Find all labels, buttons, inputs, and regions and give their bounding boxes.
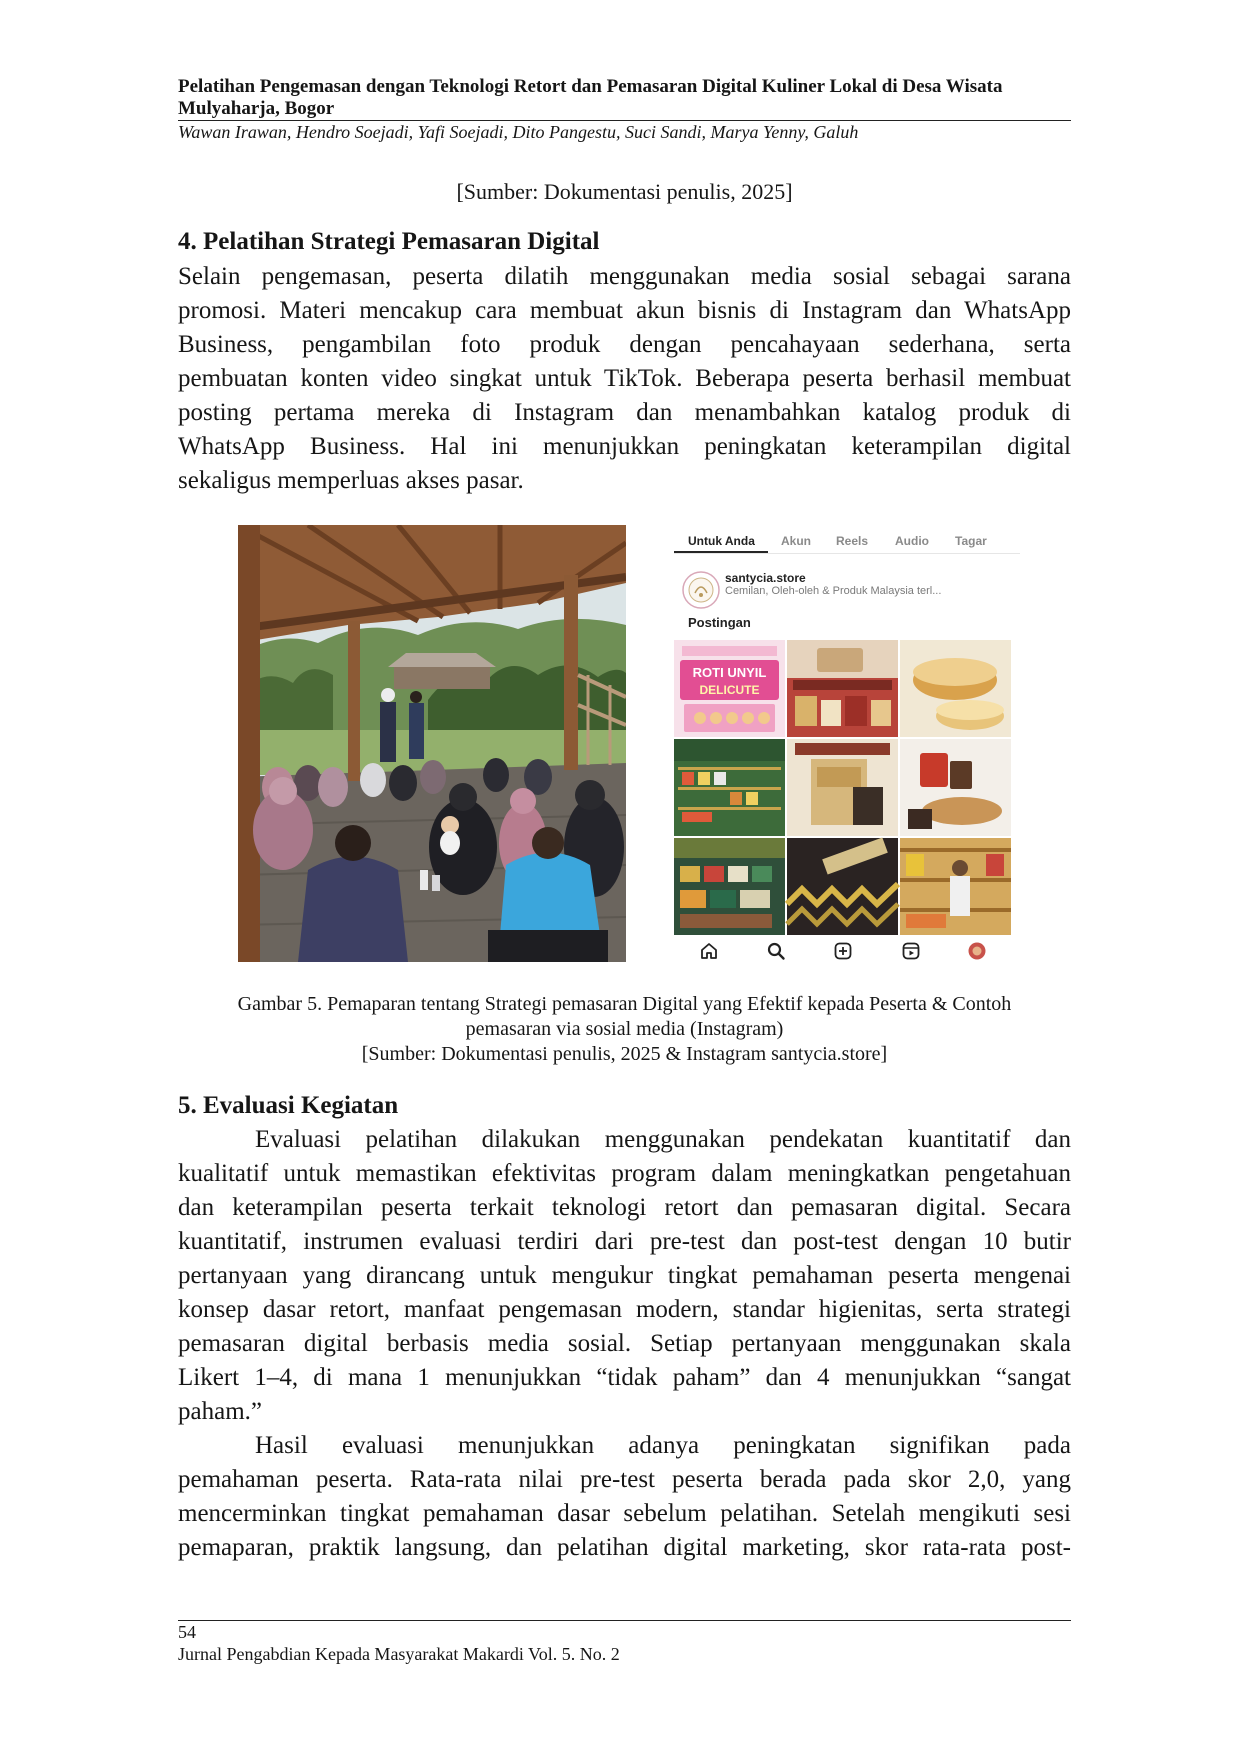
account-name: santycia.store <box>725 571 806 585</box>
presenter-head <box>381 688 395 702</box>
profile-icon <box>967 941 987 961</box>
participant <box>360 763 386 797</box>
floor-item <box>432 875 440 891</box>
header-title-line-1: Pelatihan Pengemasan dengan Teknologi Retort dan Pemasaran Digital Kuliner Lokal di Desa Wisata <box>178 76 1003 97</box>
paragraph-line: posting pertama mereka di Instagram dan menambahkan katalog produk di <box>178 399 1071 426</box>
post-thumbnail <box>674 640 785 737</box>
footer-rule <box>178 1620 1071 1621</box>
account-avatar <box>682 571 720 609</box>
posts-label: Postingan <box>688 615 751 630</box>
person-body <box>409 703 424 759</box>
participant-man-right-head <box>532 827 564 859</box>
post-thumbnail <box>787 739 898 836</box>
running-header-authors: Wawan Irawan, Hendro Soejadi, Yafi Soejadi, Dito Pangestu, Suci Sandi, Marya Yenny, Galuh <box>178 122 859 142</box>
tab-divider <box>674 553 1020 554</box>
paragraph-line: Selain pengemasan, peserta dilatih menggunakan media sosial sebagai sarana <box>178 263 1071 290</box>
running-header-title <box>178 76 1071 120</box>
paragraph-line: dan keterampilan peserta terkait teknologi retort dan pemasaran digital. Secara <box>178 1194 1071 1221</box>
baby-body <box>440 831 460 855</box>
caption-line-1: Gambar 5. Pemaparan tentang Strategi pemasaran Digital yang Efektif kepada Peserta & Contoh <box>237 993 1012 1015</box>
paragraph-line: Business, pengambilan foto produk dengan pencahayaan sederhana, serta <box>178 331 1071 358</box>
tab-untuk-anda: Untuk Anda <box>688 534 755 548</box>
participant <box>420 760 446 794</box>
paragraph-line: paham.” <box>178 1398 262 1425</box>
paragraph-line: pembuatan konten video singkat untuk TikTok. Beberapa peserta berhasil membuat <box>178 365 1071 392</box>
previous-figure-source: [Sumber: Dokumentasi penulis, 2025] <box>456 179 793 204</box>
active-tab-underline <box>674 551 768 553</box>
post-title: ROTI UNYIL <box>692 665 767 680</box>
post-grid <box>674 640 1011 936</box>
account-bio: Cemilan, Oleh-oleh & Produk Malaysia terl... <box>725 585 942 597</box>
paragraph-line: kuantitatif, instrumen evaluasi terdiri dari pre-test dan post-test dengan 10 butir <box>178 1228 1071 1255</box>
caption-source: [Sumber: Dokumentasi penulis, 2025 & Instagram santycia.store] <box>361 1043 888 1065</box>
header-title-line-2: Mulyaharja, Bogor <box>178 98 335 119</box>
post-thumbnail <box>900 739 1011 836</box>
figure5-caption <box>178 992 1071 1067</box>
participant-hijab <box>269 777 297 805</box>
tab-reels: Reels <box>836 534 869 548</box>
paragraph-line: promosi. Materi mencakup cara membuat akun bisnis di Instagram dan WhatsApp <box>178 297 1071 324</box>
paragraph-line: konsep dasar retort, manfaat pengemasan modern, standar higienitas, serta strategi <box>178 1296 1071 1323</box>
participant-man-right <box>500 853 600 936</box>
paragraph-line: Evaluasi pelatihan dilakukan menggunakan pendekatan kuantitatif dan <box>255 1126 1071 1153</box>
post-thumbnail <box>787 838 898 935</box>
add-post-icon <box>833 941 853 961</box>
participant <box>483 758 509 792</box>
participant-hijab <box>449 783 477 811</box>
paragraph-line: pemahaman peserta. Rata-rata nilai pre-test peserta berada pada skor 2,0, yang <box>178 1466 1071 1493</box>
participant-man-left <box>298 857 408 963</box>
participant-man-left-head <box>335 825 371 861</box>
tab-akun: Akun <box>781 534 811 548</box>
post-subtitle: DELICUTE <box>699 683 760 697</box>
participant-hijab <box>510 788 536 814</box>
paragraph-line: sekaligus memperluas akses pasar. <box>178 467 524 494</box>
post-thumbnail <box>674 838 785 935</box>
post-thumbnail <box>787 640 898 737</box>
pillar-middle <box>348 621 360 781</box>
paragraph-line: pertanyaan yang dirancang untuk mengukur tingkat pemahaman peserta mengenai <box>178 1262 1071 1289</box>
paragraph-line: kualitatif untuk memastikan efektivitas program dalam meningkatkan pengetahuan <box>178 1160 1071 1187</box>
figure5-workshop-photo <box>238 525 626 962</box>
post-thumbnail <box>900 838 1011 935</box>
pillar-right <box>564 575 578 770</box>
page-number: 54 <box>178 1622 196 1642</box>
tab-audio: Audio <box>895 534 929 548</box>
paragraph-line: WhatsApp Business. Hal ini menunjukkan peningkatan keterampilan digital <box>178 433 1071 460</box>
participant <box>318 767 348 807</box>
floor-item <box>420 870 428 890</box>
figure5-instagram-screenshot <box>674 525 1020 962</box>
caption-line-2: pemasaran via sosial media (Instagram) <box>465 1018 784 1040</box>
hut-wall <box>394 667 490 689</box>
reels-icon <box>901 941 921 961</box>
section5-body <box>178 1123 1071 1565</box>
section4-heading: 4. Pelatihan Strategi Pemasaran Digital <box>178 228 600 255</box>
paragraph-line: Hasil evaluasi menunjukkan adanya peningkatan signifikan pada <box>255 1432 1071 1459</box>
section5-heading: 5. Evaluasi Kegiatan <box>178 1092 399 1119</box>
participant-hijab <box>575 780 605 810</box>
post-thumbnail <box>900 640 1011 737</box>
tab-tagar: Tagar <box>955 534 987 548</box>
pillar-left <box>238 525 260 962</box>
paragraph-line: Likert 1–4, di mana 1 menunjukkan “tidak paham” dan 4 menunjukkan “sangat <box>178 1364 1071 1391</box>
paragraph-line: mencerminkan tingkat pemahaman dasar sebelum pelatihan. Setelah mengikuti sesi <box>178 1500 1071 1527</box>
participant <box>389 765 417 801</box>
person-head <box>410 691 422 703</box>
paragraph-line: pemaparan, praktik langsung, dan pelatihan digital marketing, skor rata-rata post- <box>178 1534 1071 1561</box>
search-icon <box>766 941 786 961</box>
home-icon <box>699 941 719 961</box>
presenter-body <box>380 702 396 762</box>
section4-paragraph <box>178 260 1071 498</box>
paragraph-line: pemasaran digital berbasis media sosial. Setiap pertanyaan menggunakan skala <box>178 1330 1071 1357</box>
participants-photo <box>238 525 626 962</box>
participant-man-right-legs <box>488 930 608 962</box>
journal-name: Jurnal Pengabdian Kepada Masyarakat Makardi Vol. 5. No. 2 <box>178 1644 620 1664</box>
post-thumbnail <box>674 739 785 836</box>
